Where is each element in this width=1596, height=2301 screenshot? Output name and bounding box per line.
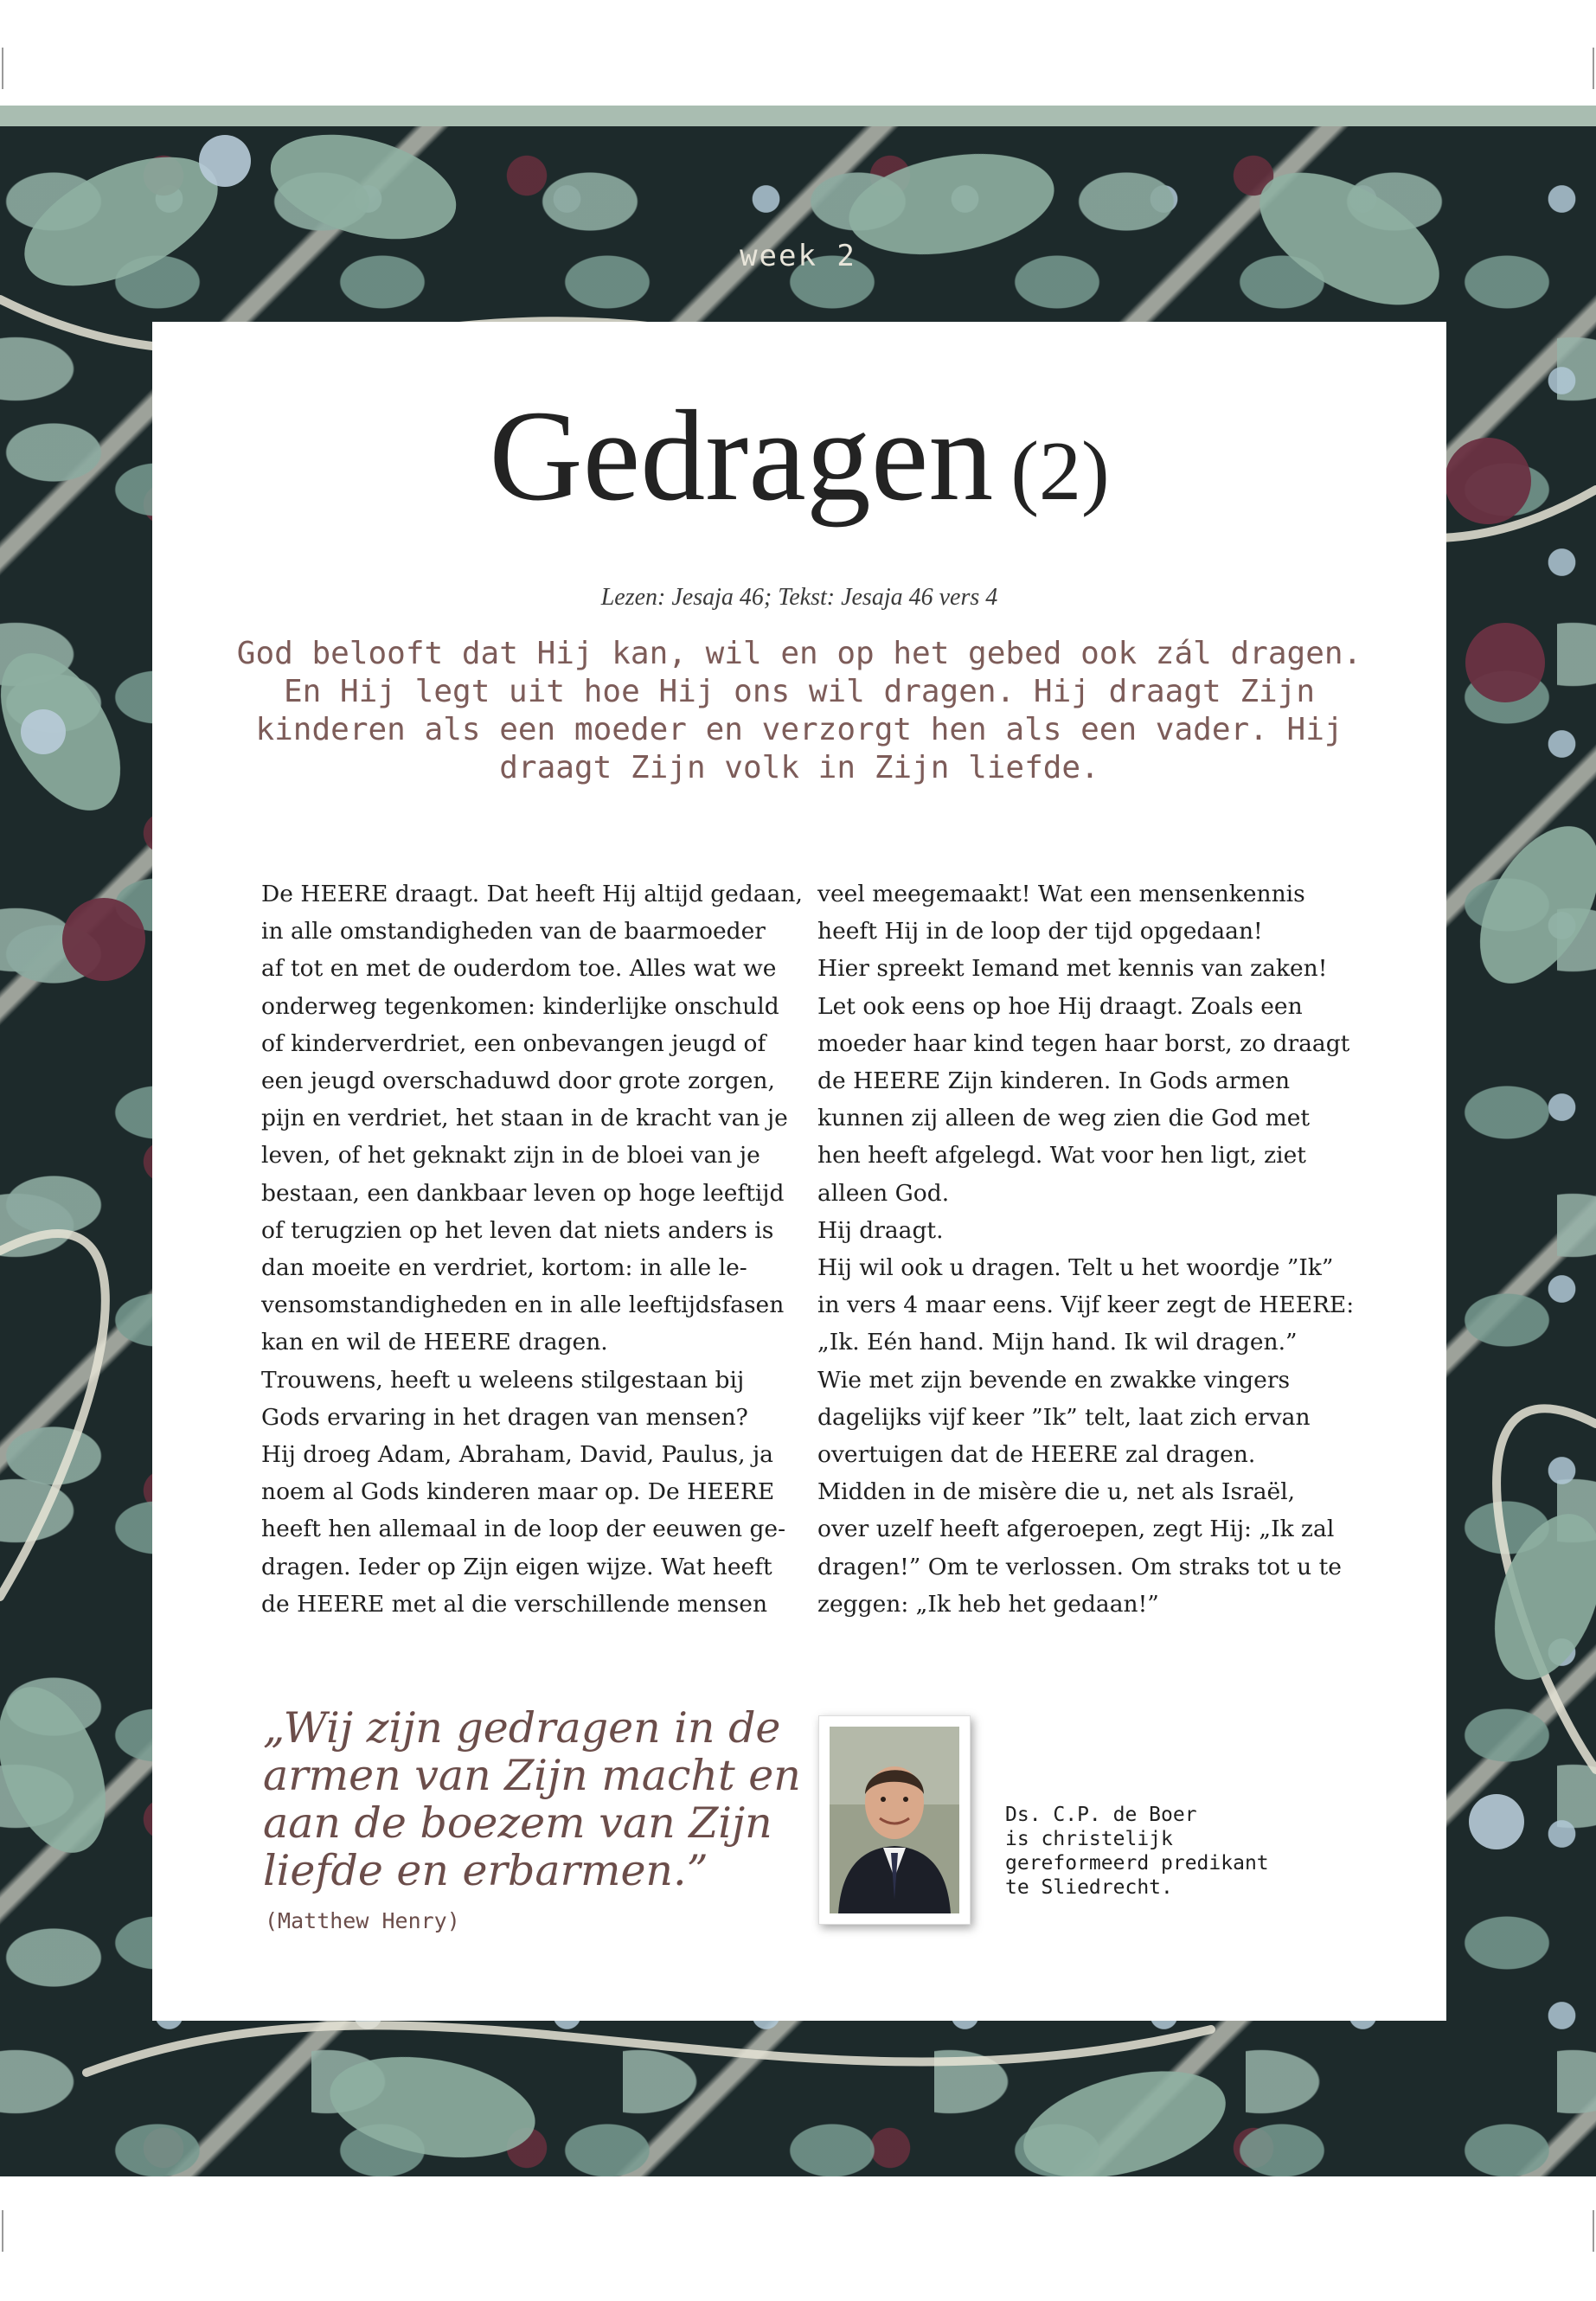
crop-mark-top-left <box>2 48 3 89</box>
body-line: af tot en met de ouderdom toe. Alles wat we <box>261 955 777 983</box>
body-line: kunnen zij alleen de weg zien die God met <box>817 1105 1311 1132</box>
bio-line: is christelijk <box>1005 1828 1173 1850</box>
body-column-left <box>261 875 803 1623</box>
body-line: dagelijks vijf keer ”Ik” telt, laat zich ervan <box>817 1403 1311 1431</box>
crop-mark-top-right <box>1593 48 1594 89</box>
body-line: Hij wil ook u dragen. Telt u het woordje ”Ik” <box>817 1254 1334 1282</box>
body-line: vensomstandigheden en in alle leeftijdsfasen <box>261 1292 785 1319</box>
body-line: over uzelf heeft afgeroepen, zegt Hij: „Ik zal <box>817 1516 1335 1543</box>
body-line: de HEERE met al die verschillende mensen <box>261 1590 768 1618</box>
week-label: week 2 <box>740 239 856 273</box>
scripture-reference: Lezen: Jesaja 46; Tekst: Jesaja 46 vers 4 <box>600 584 998 611</box>
body-line: Let ook eens op hoe Hij draagt. Zoals een <box>817 992 1303 1020</box>
body-line: pijn en verdriet, het staan in de kracht van je <box>261 1105 788 1132</box>
body-line: onderweg tegenkomen: kinderlijke onschuld <box>261 992 779 1020</box>
body-line: Hij draagt. <box>817 1216 944 1244</box>
body-line: De HEERE draagt. Dat heeft Hij altijd gedaan, <box>261 881 803 907</box>
body-line: Midden in de misère die u, net als Israël, <box>817 1478 1296 1506</box>
body-line: „Ik. Eén hand. Mijn hand. Ik wil dragen.” <box>817 1329 1298 1356</box>
body-line: dragen!” Om te verlossen. Om straks tot u te <box>817 1553 1342 1580</box>
body-line: dan moeite en verdriet, kortom: in alle le- <box>261 1254 747 1282</box>
body-line: een jeugd overschaduwd door grote zorgen, <box>261 1067 775 1095</box>
bio-line: Ds. C.P. de Boer <box>1005 1804 1197 1826</box>
body-column-right <box>817 875 1355 1623</box>
body-line: kan en wil de HEERE dragen. <box>261 1329 608 1356</box>
body-line: veel meegemaakt! Wat een mensenkennis <box>817 881 1305 907</box>
body-line: Trouwens, heeft u weleens stilgestaan bij <box>261 1366 745 1394</box>
body-line: heeft Hij in de loop der tijd opgedaan! <box>817 918 1263 945</box>
body-line: zeggen: „Ik heb het gedaan!” <box>817 1590 1159 1618</box>
quote-line: „Wij zijn gedragen in de <box>263 1703 781 1753</box>
portrait-illustration <box>830 1727 959 1913</box>
body-line: in vers 4 maar eens. Vijf keer zegt de HEERE: <box>817 1292 1355 1319</box>
title-text: Gedragen <box>489 384 994 528</box>
body-line: noem al Gods kinderen maar op. De HEERE <box>261 1478 775 1506</box>
body-line: de HEERE Zijn kinderen. In Gods armen <box>817 1067 1291 1095</box>
author-photo <box>830 1727 959 1913</box>
pull-quote <box>263 1704 799 1894</box>
crop-mark-bottom-left <box>2 2210 3 2252</box>
body-line: Hier spreekt Iemand met kennis van zaken! <box>817 955 1328 983</box>
top-color-band <box>0 106 1596 126</box>
body-line: bestaan, een dankbaar leven op hoge leeftijd <box>261 1179 785 1207</box>
quote-line: armen van Zijn macht en <box>263 1751 801 1800</box>
body-line: alleen God. <box>817 1179 950 1207</box>
body-line: leven, of het geknakt zijn in de bloei van je <box>261 1142 760 1170</box>
crop-mark-bottom-right <box>1593 2210 1594 2252</box>
body-line: Hij droeg Adam, Abraham, David, Paulus, ja <box>261 1441 773 1469</box>
quote-line: liefde en erbarmen.” <box>263 1846 708 1895</box>
author-photo-frame <box>818 1715 971 1925</box>
body-line: overtuigen dat de HEERE zal dragen. <box>817 1441 1256 1469</box>
quote-line: aan de boezem van Zijn <box>263 1798 772 1848</box>
author-bio <box>1005 1803 1269 1900</box>
article-title <box>152 384 1446 528</box>
article-card <box>152 322 1446 2021</box>
quote-author: (Matthew Henry) <box>265 1908 460 1933</box>
body-line: moeder haar kind tegen haar borst, zo draagt <box>817 1029 1350 1057</box>
body-line: in alle omstandigheden van de baarmoeder <box>261 918 766 945</box>
bio-line: te Sliedrecht. <box>1005 1876 1173 1899</box>
body-line: dragen. Ieder op Zijn eigen wijze. Wat heeft <box>261 1553 772 1580</box>
body-line: hen heeft afgelegd. Wat voor hen ligt, ziet <box>817 1142 1306 1170</box>
body-line: of kinderverdriet, een onbevangen jeugd of <box>261 1029 766 1057</box>
body-line: Wie met zijn bevende en zwakke vingers <box>817 1366 1291 1394</box>
intro-paragraph: God belooft dat Hij kan, wil en op het gebed ook zál dragen. En Hij legt uit hoe Hij ons wil dragen. Hij draagt Zijn kinderen als een moeder en verzorgt hen als een vader. Hij draagt Zijn volk in Zijn liefde. <box>236 636 1362 785</box>
bio-line: gereformeerd predikant <box>1005 1852 1269 1875</box>
body-line: of terugzien op het leven dat niets anders is <box>261 1216 774 1244</box>
body-line: heeft hen allemaal in de loop der eeuwen ge- <box>261 1516 786 1543</box>
body-line: Gods ervaring in het dragen van mensen? <box>261 1403 748 1431</box>
title-number: (2) <box>1010 425 1110 518</box>
